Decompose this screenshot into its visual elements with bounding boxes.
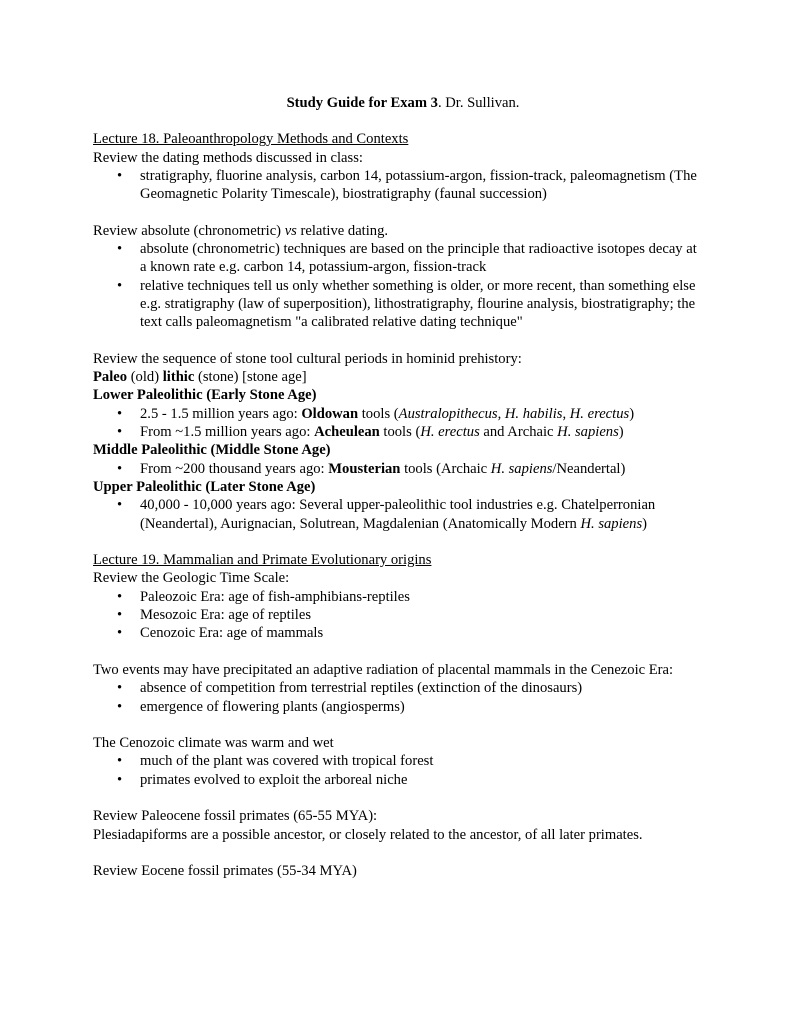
geologic-time-intro: Review the Geologic Time Scale: <box>93 570 290 587</box>
paleocene-intro: Review Paleocene fossil primates (65-55 MYA): <box>93 808 378 825</box>
dating-methods-item: • stratigraphy, fluorine analysis, carbon 14, potassium-argon, fission-track, paleomagnetism (The Geomagnetic Polarity Timescale), biostratigraphy (faunal succession) <box>93 167 703 204</box>
mousterian-item: • From ~200 thousand years ago: Mousterian tools (Archaic H. sapiens/Neandertal) <box>93 460 703 478</box>
plesiadapiforms-note: Plesiadapiforms are a possible ancestor, or closely related to the ancestor, of all later primates. <box>93 826 643 843</box>
era-item: • Paleozoic Era: age of fish-amphibians-reptiles <box>93 588 703 606</box>
middle-paleolithic-heading: Middle Paleolithic (Middle Stone Age) <box>93 442 331 459</box>
absolute-relative-list <box>93 240 703 331</box>
dating-methods-intro: Review the dating methods discussed in class: <box>93 149 363 166</box>
upper-paleolithic-list <box>93 496 703 533</box>
adaptive-radiation-list <box>93 679 703 716</box>
absolute-dating-item: • absolute (chronometric) techniques are based on the principle that radioactive isotopes decay at a known rate e.g. carbon 14, potassium-argon, fission-track <box>93 240 703 277</box>
event-item: • emergence of flowering plants (angiosperms) <box>93 698 703 716</box>
cenozoic-climate-list <box>93 752 703 789</box>
climate-item: • much of the plant was covered with tropical forest <box>93 752 703 770</box>
middle-paleolithic-list <box>93 460 703 478</box>
relative-dating-item: • relative techniques tell us only whether something is older, or more recent, than something else e.g. stratigraphy (law of superposition), lithostratigraphy, flourine analysis, biostratigraphy; the text calls paleomagnetism "a calibrated relative dating technique" <box>93 277 703 332</box>
lower-paleolithic-heading: Lower Paleolithic (Early Stone Age) <box>93 387 317 404</box>
event-item: • absence of competition from terrestrial reptiles (extinction of the dinosaurs) <box>93 679 703 697</box>
title-instructor: . Dr. Sullivan. <box>437 95 520 111</box>
dating-methods-list <box>93 167 703 204</box>
paleolithic-definition: Paleo (old) lithic (stone) [stone age] <box>93 369 307 386</box>
eocene-intro: Review Eocene fossil primates (55-34 MYA) <box>93 863 357 880</box>
absolute-vs-relative-intro: Review absolute (chronometric) vs relative dating. <box>93 222 389 239</box>
page-title <box>93 94 703 112</box>
era-item: • Cenozoic Era: age of mammals <box>93 624 703 642</box>
lower-paleolithic-list <box>93 405 703 442</box>
stone-tool-intro: Review the sequence of stone tool cultural periods in hominid prehistory: <box>93 350 522 367</box>
title-bold: Study Guide for Exam 3 <box>286 95 438 111</box>
era-item: • Mesozoic Era: age of reptiles <box>93 606 703 624</box>
upper-paleolithic-heading: Upper Paleolithic (Later Stone Age) <box>93 478 316 495</box>
study-guide-page <box>93 94 703 880</box>
lecture-19-heading: Lecture 19. Mammalian and Primate Evolutionary origins <box>93 552 432 569</box>
oldowan-item: • 2.5 - 1.5 million years ago: Oldowan tools (Australopithecus, H. habilis, H. erectus) <box>93 405 703 423</box>
geologic-eras-list <box>93 588 703 643</box>
climate-item: • primates evolved to exploit the arboreal niche <box>93 771 703 789</box>
cenozoic-climate-intro: The Cenozoic climate was warm and wet <box>93 735 334 752</box>
acheulean-item: • From ~1.5 million years ago: Acheulean tools (H. erectus and Archaic H. sapiens) <box>93 423 703 441</box>
lecture-18-heading: Lecture 18. Paleoanthropology Methods and Contexts <box>93 131 409 148</box>
upper-paleolithic-item: • 40,000 - 10,000 years ago: Several upper-paleolithic tool industries e.g. Chatelperronian (Neandertal), Aurignacian, Solutrean, Magdalenian (Anatomically Modern H. sapiens) <box>93 496 703 533</box>
adaptive-radiation-intro: Two events may have precipitated an adaptive radiation of placental mammals in the Cenezoic Era: <box>93 661 674 678</box>
